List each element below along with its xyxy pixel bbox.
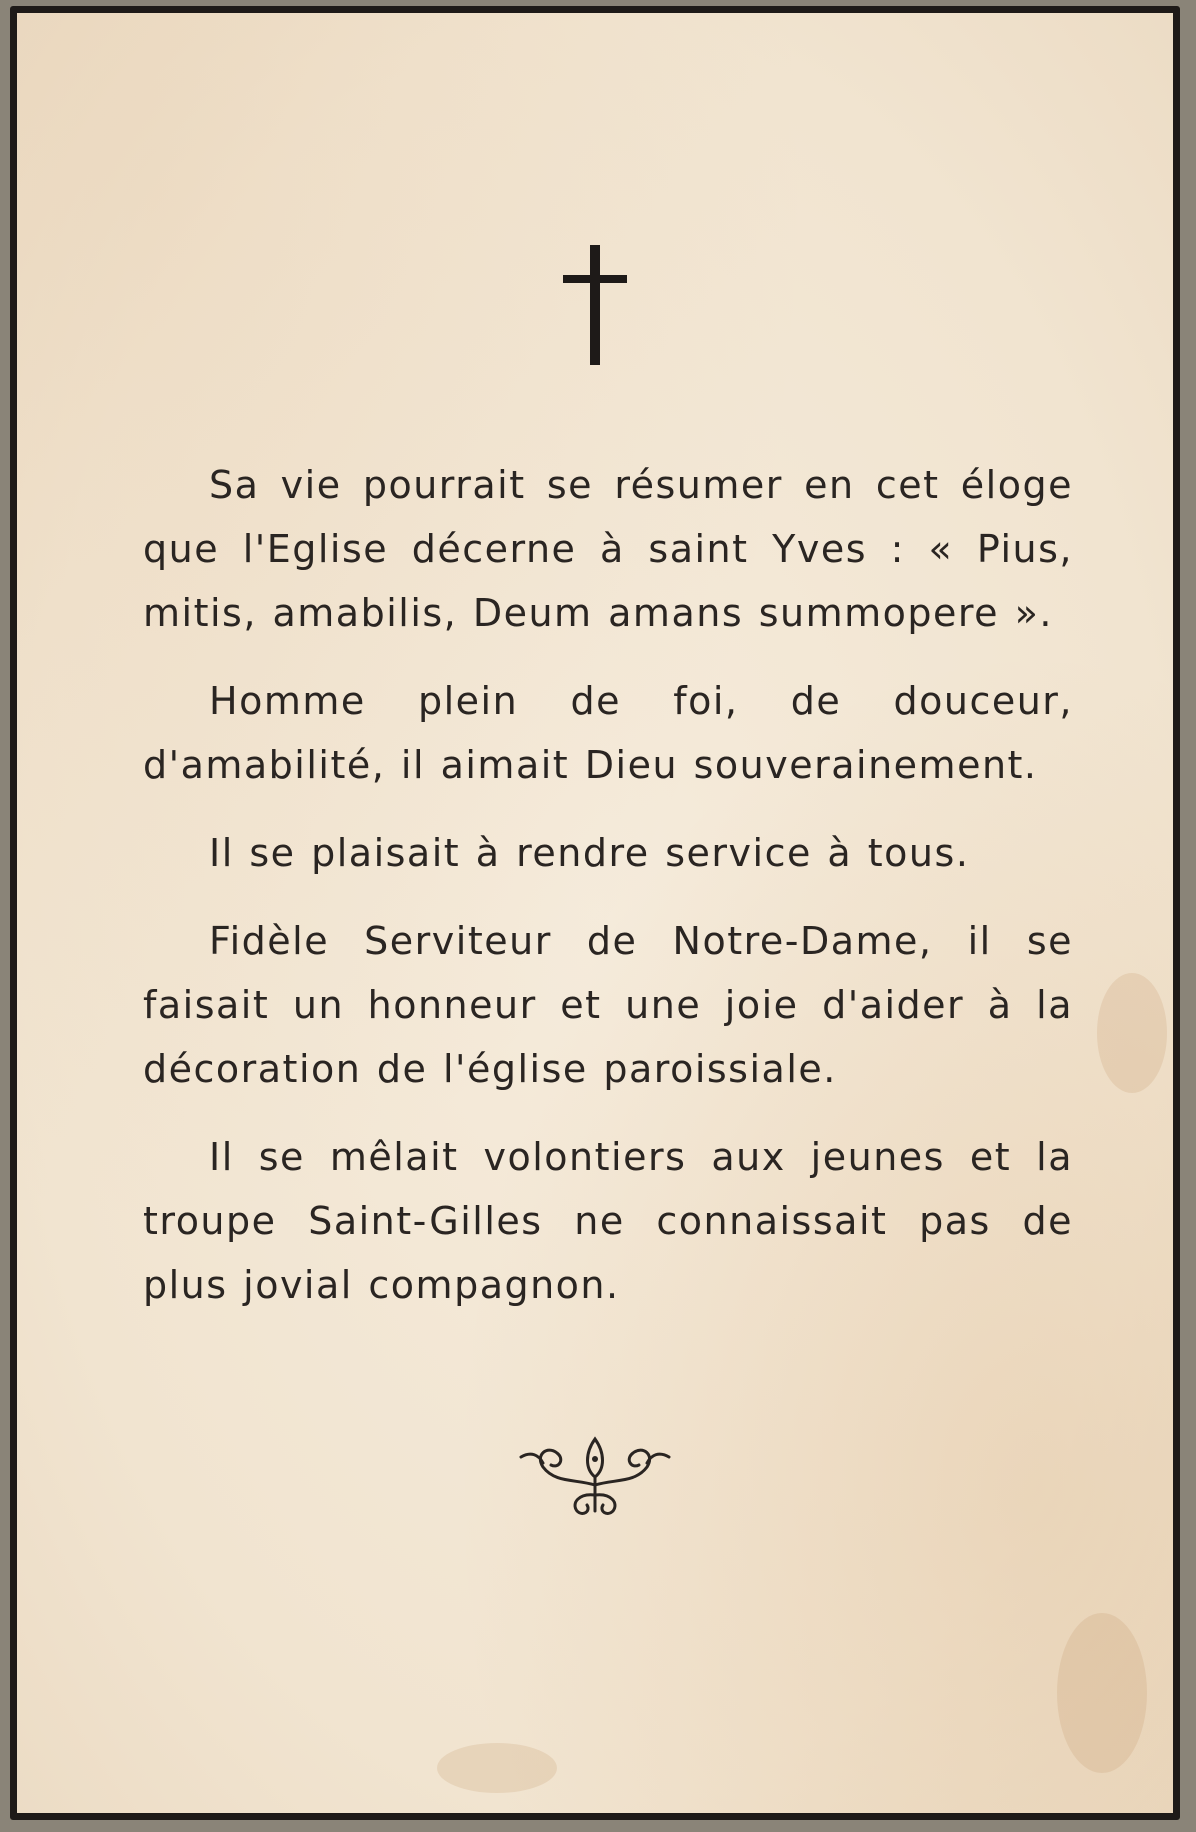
paragraph-service: Il se plaisait à rendre service à tous. bbox=[209, 831, 970, 875]
memorial-card bbox=[10, 6, 1180, 1820]
paragraph-troupe: Il se mêlait volontiers aux jeunes et la troupe Saint-Gilles ne connaissait pas de plus jovial compagnon. bbox=[143, 1135, 1073, 1307]
fleuron-ornament-icon bbox=[515, 1433, 675, 1517]
paragraph-qualities: Homme plein de foi, de douceur, d'amabilité, il aimait Dieu souverainement. bbox=[143, 679, 1073, 787]
paper-stain bbox=[1097, 973, 1167, 1093]
paper-stain bbox=[437, 1743, 557, 1793]
paper-stain bbox=[1057, 1613, 1147, 1773]
cross-icon bbox=[563, 245, 627, 365]
eulogy-text bbox=[143, 453, 1073, 1341]
paragraph-notre-dame: Fidèle Serviteur de Notre-Dame, il se faisait un honneur et une joie d'aider à la décoration de l'église paroissiale. bbox=[143, 919, 1073, 1091]
paragraph-saint-yves: Sa vie pourrait se résumer en cet éloge que l'Eglise décerne à saint Yves : « Pius, mitis, amabilis, Deum amans summopere ». bbox=[143, 463, 1073, 635]
